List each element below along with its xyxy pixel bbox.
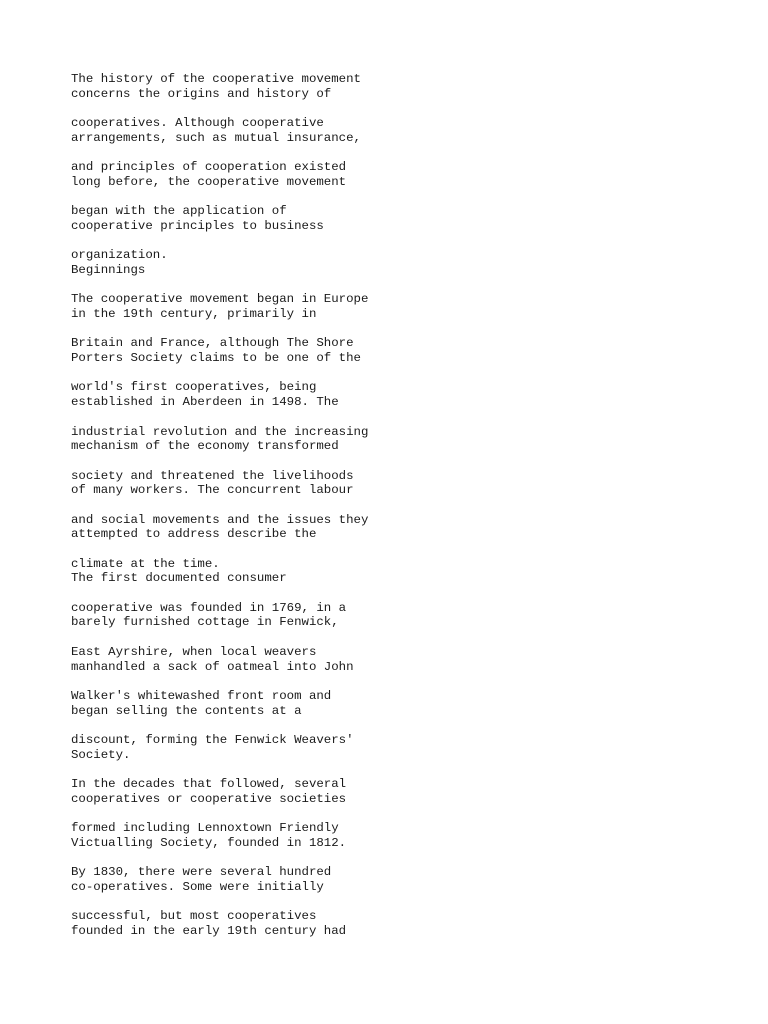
text-line: manhandled a sack of oatmeal into John — [71, 659, 354, 674]
text-line: industrial revolution and the increasing — [71, 424, 369, 439]
blank-line — [71, 322, 368, 337]
text-line: founded in the early 19th century had — [71, 923, 347, 938]
text-line: co-operatives. Some were initially — [71, 879, 324, 894]
text-line: began selling the contents at a — [71, 703, 302, 718]
text-line: attempted to address describe the — [71, 527, 317, 542]
text-line: long before, the cooperative movement — [71, 174, 347, 189]
text-line: The first documented consumer — [71, 571, 287, 586]
text-line: in the 19th century, primarily in — [71, 307, 317, 321]
text-line: East Ayrshire, when local weavers — [71, 644, 317, 659]
text-line: cooperatives. Although cooperative — [71, 116, 324, 131]
text-line: cooperative principles to business — [71, 218, 324, 233]
blank-line — [71, 762, 368, 777]
text-line: mechanism of the economy transformed — [71, 439, 339, 454]
blank-line — [71, 410, 368, 425]
text-line: By 1830, there were several hundred — [71, 865, 332, 880]
text-line: Victualling Society, founded in 1812. — [71, 835, 347, 850]
text-line: The cooperative movement began in Europe — [71, 292, 369, 307]
blank-line — [71, 145, 368, 160]
text-line: climate at the time. — [71, 556, 220, 571]
text-line: The history of the cooperative movement — [71, 72, 361, 86]
document-body — [71, 72, 368, 939]
text-line: Beginnings — [71, 262, 146, 277]
text-line: cooperative was founded in 1769, in a — [71, 600, 347, 615]
text-line: discount, forming the Fenwick Weavers' — [71, 732, 354, 747]
text-line: barely furnished cottage in Fenwick, — [71, 615, 339, 630]
blank-line — [71, 101, 368, 116]
blank-line — [71, 498, 368, 513]
blank-line — [71, 542, 368, 557]
text-line: established in Aberdeen in 1498. The — [71, 395, 339, 410]
text-line: and social movements and the issues they — [71, 512, 369, 527]
text-line: In the decades that followed, several — [71, 777, 347, 791]
blank-line — [71, 850, 368, 865]
blank-line — [71, 278, 368, 293]
text-line: and principles of cooperation existed — [71, 160, 347, 175]
blank-line — [71, 806, 368, 821]
text-line: arrangements, such as mutual insurance, — [71, 130, 361, 145]
text-line: concerns the origins and history of — [71, 86, 332, 101]
text-line: formed including Lennoxtown Friendly — [71, 821, 339, 836]
blank-line — [71, 454, 368, 469]
text-line: successful, but most cooperatives — [71, 909, 317, 924]
text-line: organization. — [71, 248, 168, 263]
blank-line — [71, 718, 368, 733]
text-line: Porters Society claims to be one of the — [71, 351, 361, 366]
text-line: began with the application of — [71, 204, 287, 219]
text-line: cooperatives or cooperative societies — [71, 791, 347, 806]
blank-line — [71, 895, 368, 910]
text-line: Britain and France, although The Shore — [71, 336, 354, 351]
blank-line — [71, 234, 368, 249]
text-line: Walker's whitewashed front room and — [71, 688, 332, 703]
blank-line — [71, 586, 368, 601]
blank-line — [71, 674, 368, 689]
text-line: society and threatened the livelihoods — [71, 468, 354, 483]
blank-line — [71, 366, 368, 381]
text-line: Society. — [71, 747, 131, 762]
blank-line — [71, 190, 368, 205]
blank-line — [71, 630, 368, 645]
text-line: of many workers. The concurrent labour — [71, 483, 354, 498]
text-line: world's first cooperatives, being — [71, 380, 317, 395]
